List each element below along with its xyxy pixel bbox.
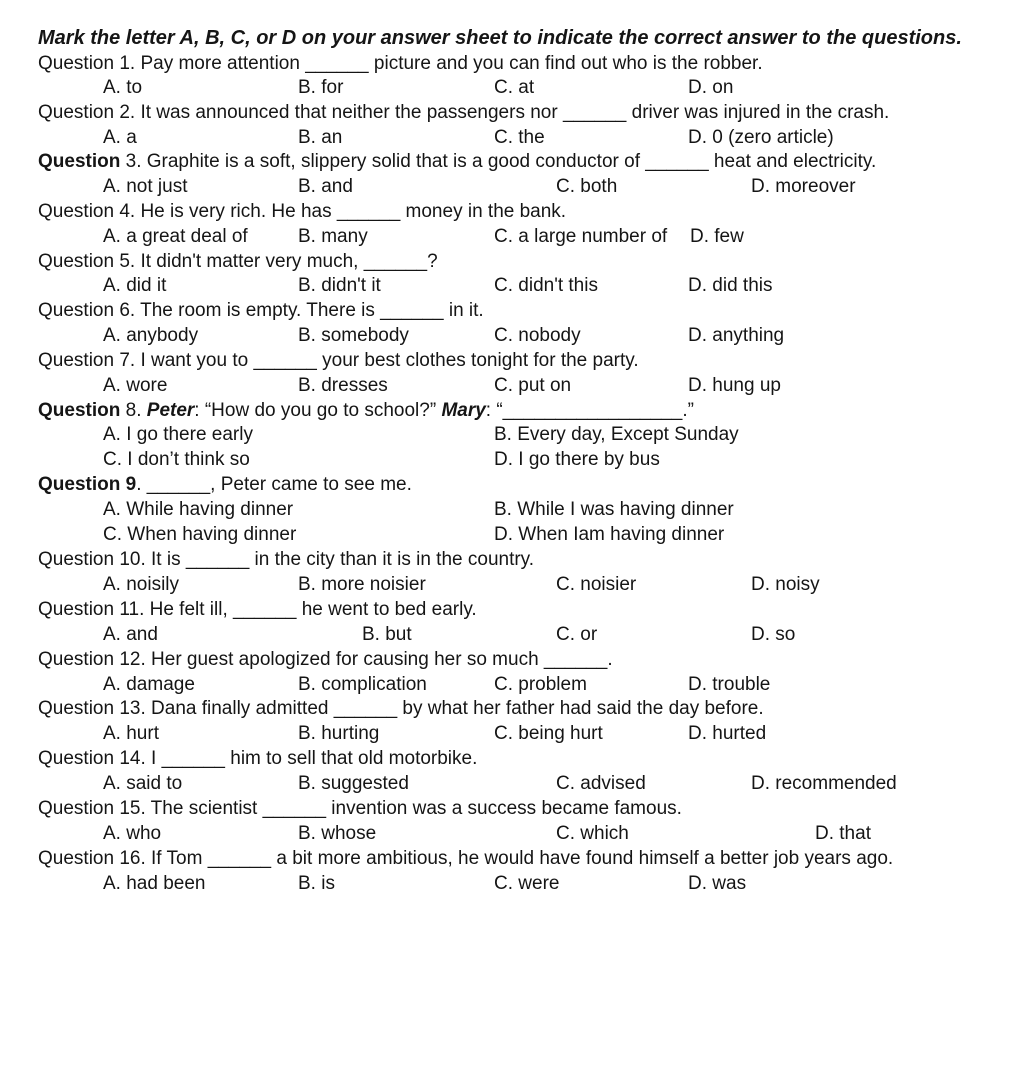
q6-option-c: C. nobody [494, 325, 581, 346]
question-12: Question 12. Her guest apologized for causing her so much ______. [38, 649, 613, 670]
q6-option-b: B. somebody [298, 325, 409, 346]
q13-option-a: A. hurt [103, 723, 159, 744]
q15-option-a: A. who [103, 823, 162, 844]
q11-option-c: C. or [556, 624, 598, 645]
q13-option-d: D. hurted [688, 723, 767, 744]
q9-option-b: B. While I was having dinner [494, 499, 734, 520]
question-2: Question 2. It was announced that neither the passengers nor ______ driver was injured in the crash. [38, 102, 890, 123]
q11-option-a: A. and [103, 624, 158, 645]
q16-option-d: D. was [688, 873, 747, 894]
q3-option-d: D. moreover [751, 176, 856, 197]
q7-option-a: A. wore [103, 375, 168, 396]
q11-option-d: D. so [751, 624, 796, 645]
q5-option-b: B. didn't it [298, 275, 381, 296]
q13-option-c: C. being hurt [494, 723, 603, 744]
question-11: Question 11. He felt ill, ______ he went to bed early. [38, 599, 477, 620]
question-14: Question 14. I ______ him to sell that old motorbike. [38, 748, 478, 769]
q4-option-a: A. a great deal of [103, 226, 248, 247]
q16-option-b: B. is [298, 873, 335, 894]
q12-option-b: B. complication [298, 674, 427, 695]
q4-option-d: D. few [690, 226, 744, 247]
q8-option-d: D. I go there by bus [494, 449, 660, 470]
question-16: Question 16. If Tom ______ a bit more ambitious, he would have found himself a better job years ago. [38, 848, 894, 869]
q11-option-b: B. but [362, 624, 412, 645]
q10-option-b: B. more noisier [298, 574, 426, 595]
q3-option-a: A. not just [103, 176, 188, 197]
q15-option-c: C. which [556, 823, 629, 844]
q10-option-d: D. noisy [751, 574, 820, 595]
q2-option-a: A. a [103, 127, 137, 148]
question-5: Question 5. It didn't matter very much, ______? [38, 251, 438, 272]
q5-option-a: A. did it [103, 275, 167, 296]
instruction-heading: Mark the letter A, B, C, or D on your answer sheet to indicate the correct answer to the questions. [38, 27, 962, 49]
q1-option-b: B. for [298, 77, 344, 98]
q14-option-a: A. said to [103, 773, 183, 794]
q2-option-b: B. an [298, 127, 343, 148]
question-15: Question 15. The scientist ______ invention was a success became famous. [38, 798, 682, 819]
q14-option-c: C. advised [556, 773, 646, 794]
q16-option-c: C. were [494, 873, 560, 894]
q10-option-c: C. noisier [556, 574, 637, 595]
q9-option-d: D. When Iam having dinner [494, 524, 725, 545]
q2-option-c: C. the [494, 127, 545, 148]
q9-option-c: C. When having dinner [103, 524, 297, 545]
question-3: Question 3. Graphite is a soft, slippery solid that is a good conductor of ______ heat and electricity. [38, 151, 877, 172]
q3-option-b: B. and [298, 176, 353, 197]
q2-option-d: D. 0 (zero article) [688, 127, 834, 148]
q8-option-b: B. Every day, Except Sunday [494, 424, 739, 445]
q5-option-c: C. didn't this [494, 275, 598, 296]
q13-option-b: B. hurting [298, 723, 380, 744]
q6-option-a: A. anybody [103, 325, 199, 346]
q5-option-d: D. did this [688, 275, 773, 296]
q12-option-c: C. problem [494, 674, 587, 695]
q16-option-a: A. had been [103, 873, 206, 894]
question-9: Question 9. ______, Peter came to see me. [38, 474, 412, 495]
q3-option-c: C. both [556, 176, 618, 197]
q12-option-d: D. trouble [688, 674, 771, 695]
q8-option-c: C. I don’t think so [103, 449, 250, 470]
q1-option-c: C. at [494, 77, 535, 98]
q14-option-d: D. recommended [751, 773, 897, 794]
q12-option-a: A. damage [103, 674, 195, 695]
q4-option-c: C. a large number of [494, 226, 668, 247]
q8-option-a: A. I go there early [103, 424, 253, 445]
q6-option-d: D. anything [688, 325, 785, 346]
q1-option-a: A. to [103, 77, 143, 98]
q14-option-b: B. suggested [298, 773, 409, 794]
q7-option-b: B. dresses [298, 375, 388, 396]
q4-option-b: B. many [298, 226, 368, 247]
q15-option-b: B. whose [298, 823, 377, 844]
question-10: Question 10. It is ______ in the city than it is in the country. [38, 549, 535, 570]
q7-option-c: C. put on [494, 375, 572, 396]
q7-option-d: D. hung up [688, 375, 781, 396]
q15-option-d: D. that [815, 823, 871, 844]
question-8: Question 8. Peter: “How do you go to school?” Mary: “_________________.” [38, 400, 694, 421]
question-4: Question 4. He is very rich. He has ______ money in the bank. [38, 201, 567, 222]
question-13: Question 13. Dana finally admitted ______ by what her father had said the day before. [38, 698, 764, 719]
question-7: Question 7. I want you to ______ your best clothes tonight for the party. [38, 350, 639, 371]
q9-option-a: A. While having dinner [103, 499, 294, 520]
question-1: Question 1. Pay more attention ______ picture and you can find out who is the robber. [38, 53, 763, 74]
q1-option-d: D. on [688, 77, 734, 98]
q10-option-a: A. noisily [103, 574, 180, 595]
question-6: Question 6. The room is empty. There is ______ in it. [38, 300, 484, 321]
